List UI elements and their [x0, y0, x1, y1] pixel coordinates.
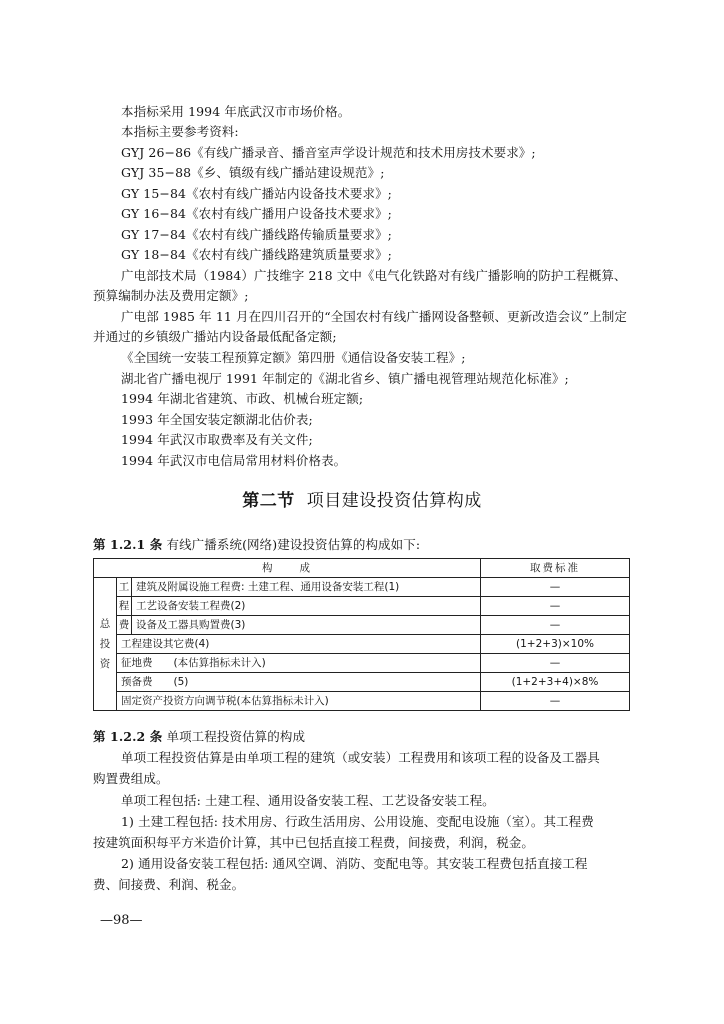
header-fee: 取费标准 [481, 559, 630, 578]
intro-line: 广电部技术局（1984）广技维字 218 文中《电气化铁路对有线广播影响的防护工程概算、 [121, 268, 627, 283]
row-fee: — [481, 654, 630, 673]
total-investment-label: 总 投 资 [94, 578, 117, 711]
intro-line: GY 18−84《农村有线广播线路建筑质量要求》; [121, 247, 392, 262]
intro-line: 1993 年全国安装定额湖北估价表; [121, 412, 313, 427]
header-composition: 构 成 [94, 559, 481, 578]
intro-line: 湖北省广播电视厅 1991 年制定的《湖北省乡、镇广播电视管理站规范化标准》; [121, 371, 569, 386]
intro-line: 1994 年湖北省建筑、市政、机械台班定额; [121, 391, 364, 406]
article-122 [93, 727, 305, 747]
row-fee: — [481, 692, 630, 711]
row-item: 工程建设其它费(4) [117, 635, 481, 654]
body-line: 2) 通用设备安装工程包括: 通风空调、消防、变配电等。其安装工程费包括直接工程 [121, 856, 588, 871]
body-line: 单项工程投资估算是由单项工程的建筑（或安装）工程费用和该项工程的设备及工器具 [121, 750, 600, 765]
intro-line: 并通过的乡镇级广播站内设备最低配备定额; [93, 329, 337, 344]
body-line: 按建筑面积每平方米造价计算，其中已包括直接工程费，间接费，利润，税金。 [93, 835, 535, 850]
row-fee: (1+2+3)×10% [481, 635, 630, 654]
table-row [94, 692, 630, 711]
body-line: 购置费组成。 [93, 771, 169, 786]
row-item: 设备及工器具购置费(3) [132, 616, 481, 635]
article-text: 单项工程投资估算的构成 [166, 729, 306, 744]
body-line: 单项工程包括: 土建工程、通用设备安装工程、工艺设备安装工程。 [121, 793, 495, 808]
row-item: 固定资产投资方向调节税(本估算指标未计入) [117, 692, 481, 711]
row-item: 工艺设备安装工程费(2) [132, 597, 481, 616]
row-item: 征地费 (本估算指标未计入) [117, 654, 481, 673]
article-121 [93, 535, 420, 555]
engineering-label-char: 工 [117, 578, 132, 597]
intro-line: 1994 年武汉市电信局常用材料价格表。 [121, 453, 347, 468]
row-item: 预备费 (5) [117, 673, 481, 692]
intro-line: 广电部 1985 年 11 月在四川召开的“全国农村有线广播网设备整顿、更新改造会议”上制定 [121, 309, 627, 324]
intro-line: GYJ 26−86《有线广播录音、播音室声学设计规范和技术用房技术要求》; [121, 145, 536, 160]
row-fee: — [481, 578, 630, 597]
article-number: 第 1.2.1 条 [93, 537, 163, 552]
table-row [94, 616, 630, 635]
section-heading [0, 490, 724, 512]
intro-line: 本指标主要参考资料: [121, 124, 239, 139]
article-text: 有线广播系统(网络)建设投资估算的构成如下: [166, 537, 421, 552]
intro-line: GY 15−84《农村有线广播站内设备技术要求》; [121, 186, 392, 201]
page-number: —98— [100, 913, 143, 928]
table-row [94, 673, 630, 692]
table-header-row [94, 559, 630, 578]
intro-line: 《全国统一安装工程预算定额》第四册《通信设备安装工程》; [121, 350, 466, 365]
table-row [94, 597, 630, 616]
table-row [94, 654, 630, 673]
intro-line: 本指标采用 1994 年底武汉市市场价格。 [121, 104, 351, 119]
section-number: 第二节 [242, 491, 295, 511]
table-row [94, 578, 630, 597]
intro-line: GY 17−84《农村有线广播线路传输质量要求》; [121, 227, 392, 242]
table-row [94, 635, 630, 654]
row-fee: (1+2+3+4)×8% [481, 673, 630, 692]
row-item: 建筑及附属设施工程费: 土建工程、通用设备安装工程(1) [132, 578, 481, 597]
row-fee: — [481, 616, 630, 635]
intro-line: GYJ 35−88《乡、镇级有线广播站建设规范》; [121, 165, 385, 180]
intro-line: 预算编制办法及费用定额》; [93, 288, 249, 303]
engineering-label-char: 费 [117, 616, 132, 635]
row-fee: — [481, 597, 630, 616]
body-line: 费、间接费、利润、税金。 [93, 877, 245, 892]
engineering-label-char: 程 [117, 597, 132, 616]
body-line: 1) 土建工程包括: 技术用房、行政生活用房、公用设施、变配电设施（室）。其工程费 [121, 814, 594, 829]
investment-composition-table [93, 558, 630, 711]
section-title: 项目建设投资估算构成 [306, 491, 482, 511]
article-number: 第 1.2.2 条 [93, 729, 163, 744]
intro-line: GY 16−84《农村有线广播用户设备技术要求》; [121, 206, 392, 221]
intro-line: 1994 年武汉市取费率及有关文件; [121, 432, 313, 447]
